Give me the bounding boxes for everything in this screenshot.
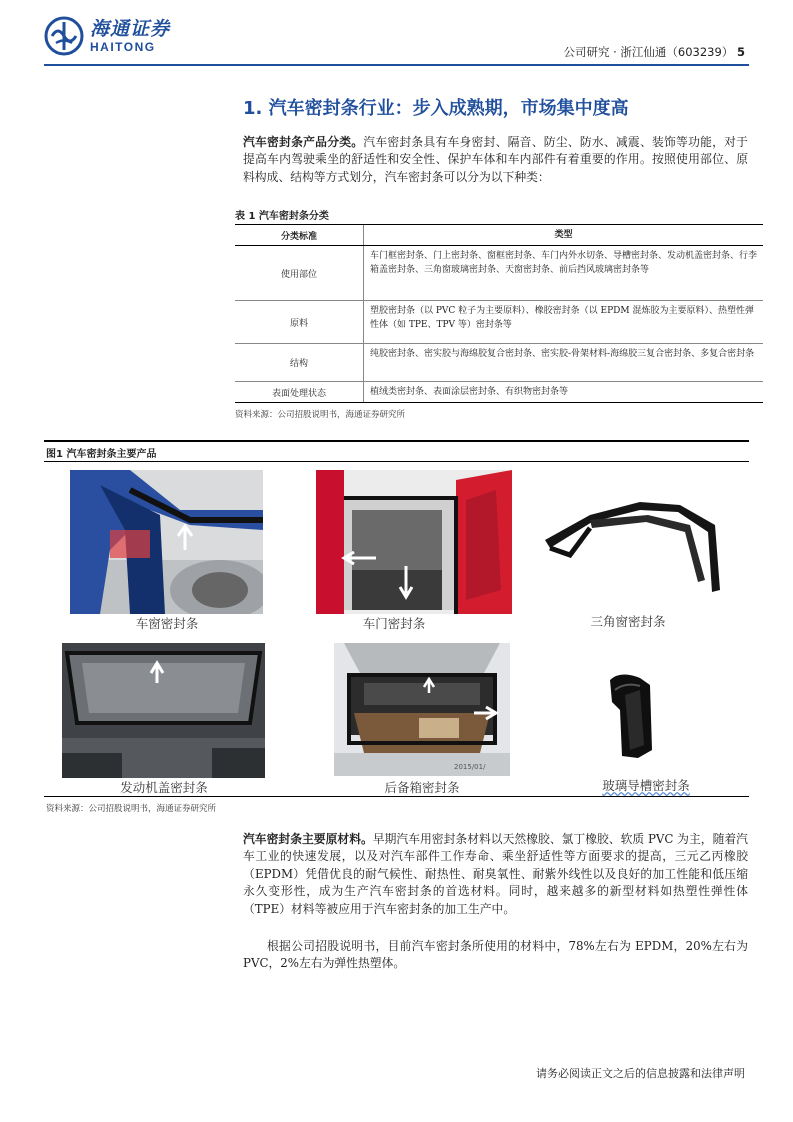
paragraph-classification — [243, 134, 748, 186]
caption-window-seal: 车窗密封条 — [135, 616, 199, 631]
glass-run-seal-photo — [540, 650, 710, 770]
table-cell-types: 植绒类密封条、表面涂层密封条、有织物密封条等 — [370, 387, 569, 397]
haitong-logo-icon — [44, 16, 84, 56]
figure-title: 图1 汽车密封条主要产品 — [46, 449, 157, 460]
classification-table — [235, 224, 763, 403]
paragraph-lead: 汽车密封条主要原材料。 — [243, 832, 373, 846]
table-cell-criterion: 使用部位 — [235, 246, 364, 300]
logo-chinese-name: 海通证券 — [90, 18, 171, 40]
caption-door-seal: 车门密封条 — [362, 616, 426, 631]
photo-date-stamp: 2015/01/ — [454, 763, 486, 771]
table-cell-criterion: 结构 — [235, 344, 364, 381]
caption-trunk-seal: 后备箱密封条 — [384, 780, 460, 795]
table-cell-types: 车门框密封条、门上密封条、窗框密封条、车门内外水切条、导槽密封条、发动机盖密封条、行李箱盖密封条、三角窗玻璃密封条、天窗密封条、前后挡风玻璃密封条等 — [370, 251, 758, 275]
table-title: 表 1 汽车密封条分类 — [235, 211, 329, 222]
paragraph-materials — [243, 831, 748, 918]
header-divider — [44, 64, 749, 66]
paragraph-text: 汽车密封条具有车身密封、隔音、防尘、防水、减震、装饰等功能，对于提高车内驾驶乘坐的舒适性和安全性、保护车体和车内部件有着重要的作用。按照使用部位、原料构成、结构等方式划分，汽车密封条可以分为以下种类： — [243, 135, 748, 184]
table-header-criterion: 分类标准 — [235, 225, 364, 245]
caption-triangle-window-seal: 三角窗密封条 — [590, 614, 666, 629]
window-seal-photo — [70, 470, 263, 614]
table-cell-types: 塑胶密封条（以 PVC 粒子为主要原料）、橡胶密封条（以 EPDM 混炼胶为主要原料）、热塑性弹性体（如 TPE、TPV 等）密封条等 — [370, 306, 754, 330]
table-row — [235, 301, 763, 344]
paragraph-material-share — [243, 938, 748, 973]
door-seal-photo — [316, 470, 512, 614]
paragraph-text: 根据公司招股说明书，目前汽车密封条所使用的材料中，78%左右为 EPDM，20%左右为 PVC，2%左右为弹性热塑体。 — [243, 939, 748, 971]
caption-glass-run-seal: 玻璃导槽密封条 — [602, 778, 690, 793]
figure-top-rule — [44, 440, 749, 442]
paragraph-lead: 汽车密封条产品分类。 — [243, 135, 364, 149]
engine-hood-seal-photo — [62, 643, 265, 778]
section-title: 1. 汽车密封条行业：步入成熟期，市场集中度高 — [243, 98, 629, 119]
figure-bottom-rule — [44, 796, 749, 797]
table-row — [235, 382, 763, 402]
table-header-types: 类型 — [554, 230, 573, 240]
table-cell-criterion: 表面处理状态 — [235, 382, 364, 402]
caption-engine-hood-seal: 发动机盖密封条 — [120, 780, 208, 795]
page-number: 5 — [736, 45, 745, 59]
table-cell-types: 纯胶密封条、密实胶与海绵胶复合密封条、密实胶-骨架材料-海绵胶三复合密封条、多复合密封条 — [370, 349, 755, 359]
paragraph-text: 早期汽车用密封条材料以天然橡胶、氯丁橡胶、软质 PVC 为主，随着汽车工业的快速发展，以及对汽车部件工作寿命、乘坐舒适性等方面要求的提高，三元乙丙橡胶（EPDM）凭借优良的耐气候性、耐热性、耐臭氧性、耐紫外线性以及良好的加工性能和低压缩永久变形性，成为生产汽车密封条的首选材料。同时，越来越多的新型材料如热塑性弹性体（TPE）材料等被应用于汽车密封条的加工生产中。 — [243, 832, 748, 916]
report-header-info — [563, 44, 745, 60]
table-source: 资料来源：公司招股说明书，海通证券研究所 — [235, 410, 406, 420]
trunk-seal-photo — [334, 643, 510, 776]
table-cell-criterion: 原料 — [235, 301, 364, 343]
figure-source: 资料来源：公司招股说明书，海通证券研究所 — [46, 804, 217, 814]
company-logo — [44, 16, 170, 56]
table-row — [235, 344, 763, 382]
report-info: 公司研究 · 浙江仙通（603239） — [563, 45, 734, 59]
disclaimer-footer: 请务必阅读正文之后的信息披露和法律声明 — [536, 1067, 745, 1080]
triangle-window-seal-photo — [530, 480, 735, 598]
logo-english-name: HAITONG — [90, 40, 156, 54]
table-header-row — [235, 225, 763, 246]
table-row — [235, 246, 763, 301]
figure-title-rule — [44, 461, 749, 462]
